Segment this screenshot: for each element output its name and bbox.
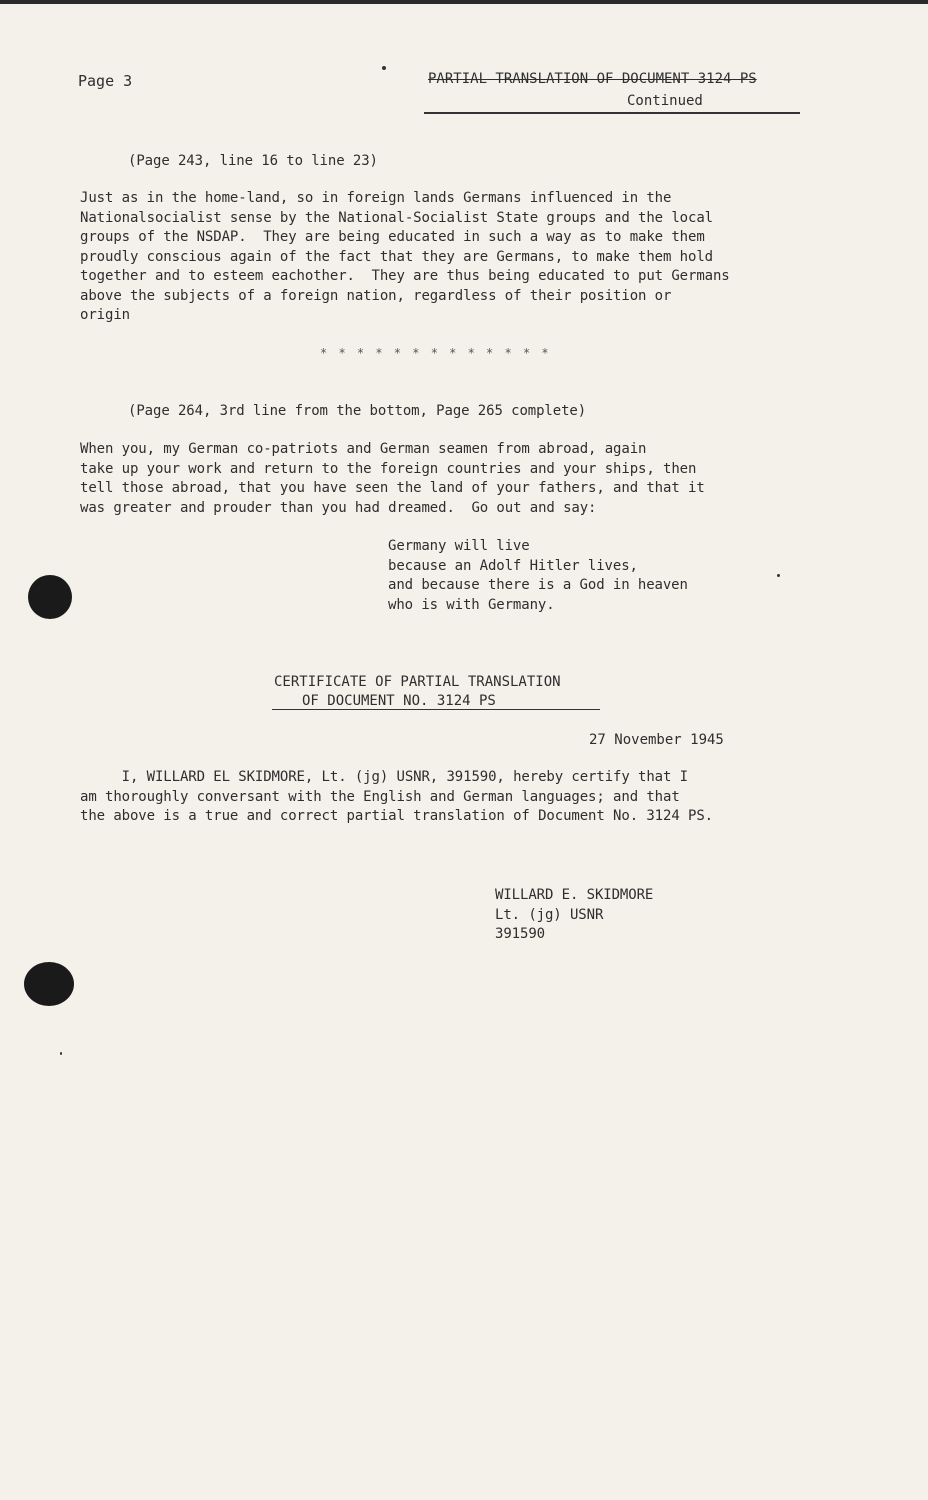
asterisk-separator: * * * * * * * * * * * * * xyxy=(320,346,551,360)
scan-top-edge xyxy=(0,0,928,4)
document-title: PARTIAL TRANSLATION OF DOCUMENT 3124 PS xyxy=(428,71,757,87)
header-underline xyxy=(424,112,800,114)
ink-speck xyxy=(382,66,386,70)
certificate-body: I, WILLARD EL SKIDMORE, Lt. (jg) USNR, 391590, hereby certify that I am thoroughly conversant with the English and German languages; and that the above is a true and correct partial translation of Document No. 3124 PS. xyxy=(80,769,713,824)
page-number: Page 3 xyxy=(78,72,133,90)
ink-speck xyxy=(60,1052,62,1055)
punch-hole-icon xyxy=(24,962,74,1006)
section1-paragraph: Just as in the home-land, so in foreign lands Germans influenced in the Nationalsocialist sense by the National-Socialist State groups and the local groups of the NSDAP. They are being educated in such a way as to make them proudly conscious again of the fact that they are Germans, to make them hold together and to esteem eachother. They are thus being educated to put Germans above the subjects of a foreign nation, regardless of their position or origin xyxy=(80,190,730,323)
certificate-title: CERTIFICATE OF PARTIAL TRANSLATION xyxy=(274,674,561,690)
signature-block: WILLARD E. SKIDMORE Lt. (jg) USNR 391590 xyxy=(495,887,654,942)
punch-hole-icon xyxy=(28,575,72,619)
section1-reference: (Page 243, line 16 to line 23) xyxy=(128,153,378,169)
document-subtitle: Continued xyxy=(627,93,703,109)
ink-speck xyxy=(777,574,780,577)
certificate-title-underline xyxy=(272,709,600,710)
section2-quote: Germany will live because an Adolf Hitler lives, and because there is a God in heaven who is with Germany. xyxy=(388,538,688,613)
section2-paragraph: When you, my German co-patriots and German seamen from abroad, again take up your work and return to the foreign countries and your ships, then tell those abroad, that you have seen the land of your fathers, and that it was greater and prouder than you had dreamed. Go out and say: xyxy=(80,441,705,516)
certificate-title-line2: OF DOCUMENT NO. 3124 PS xyxy=(302,693,496,709)
section2-reference: (Page 264, 3rd line from the bottom, Page 265 complete) xyxy=(128,403,587,419)
certificate-date: 27 November 1945 xyxy=(589,732,724,748)
